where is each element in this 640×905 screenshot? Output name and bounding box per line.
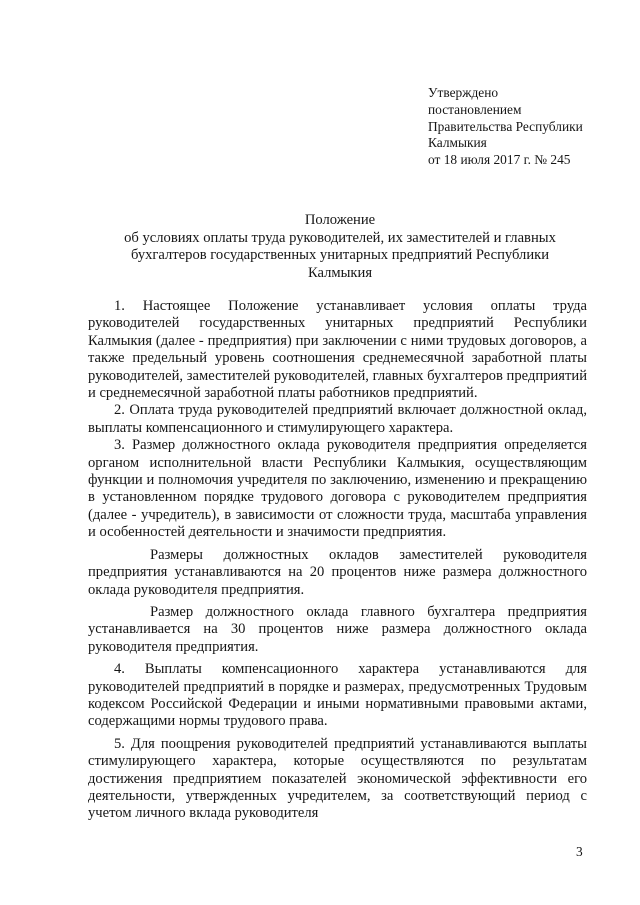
title-line: Калмыкия: [307, 264, 373, 281]
approval-line: постановлением: [428, 101, 522, 117]
paragraph-5: 5. Для поощрения руководителей предприятий устанавливаются выплаты стимулирующего характера, которые осуществляются по результатам достижения предприятием показателей экономической эффективности его деятельности, утвержденных учредителем, за соответствующий период с учетом личного вклада руководителя: [88, 735, 587, 822]
paragraph-3-deputies: Размеры должностных окладов заместителей руководителя предприятия устанавливаются на 20 процентов ниже размера должностного оклада руководителя предприятия.: [88, 546, 587, 598]
document-body: [88, 298, 587, 823]
approval-line: от 18 июля 2017 г. № 245: [428, 152, 571, 168]
paragraph-3-chief-accountant: Размер должностного оклада главного бухгалтера предприятия устанавливается на 30 процентов ниже размера должностного оклада руководителя предприятия.: [88, 603, 587, 655]
approval-stamp: [428, 85, 583, 169]
title-line: Положение: [304, 212, 376, 228]
paragraph-3: 3. Размер должностного оклада руководителя предприятия определяется органом исполнительной власти Республики Калмыкия, осуществляющим функции и полномочия учредителя по заключению, изменению и прекращению в установленном порядке трудового договора с руководителем предприятия (далее - учредитель), в зависимости от сложности труда, масштаба управления и особенностей деятельности и значимости предприятия.: [88, 437, 587, 541]
approval-line: Утверждено: [428, 85, 499, 100]
approval-line: Калмыкия: [428, 135, 487, 151]
title-line: бухгалтеров государственных унитарных предприятий Республики: [130, 247, 550, 264]
approval-line: Правительства Республики: [428, 118, 583, 134]
document-title: [100, 212, 580, 282]
page-number: 3: [576, 844, 583, 859]
paragraph-2: 2. Оплата труда руководителей предприятий включает должностной оклад, выплаты компенсационного и стимулирующего характера.: [88, 402, 587, 436]
paragraph-4: 4. Выплаты компенсационного характера устанавливаются для руководителей предприятий в порядке и размерах, предусмотренных Трудовым кодексом Российской Федерации и иными нормативными правовыми актами, содержащими нормы трудового права.: [88, 661, 587, 730]
title-line: об условиях оплаты труда руководителей, их заместителей и главных: [124, 229, 556, 246]
paragraph-1: 1. Настоящее Положение устанавливает условия оплаты труда руководителей государственных унитарных предприятий Республики Калмыкия (далее - предприятия) при заключении с ними трудовых договоров, а также предельный уровень соотношения среднемесячной заработной платы руководителей, заместителей руководителей, главных бухгалтеров предприятий и среднемесячной заработной платы работников предприятий.: [88, 298, 587, 402]
